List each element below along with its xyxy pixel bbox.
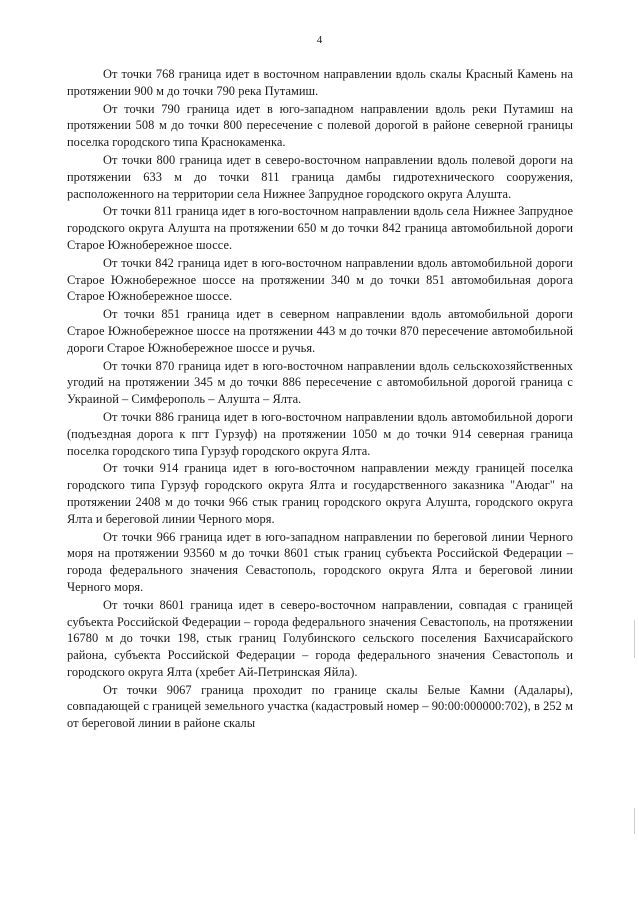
paragraph-point-768: От точки 768 граница идет в восточном направлении вдоль скалы Красный Камень на протяжении 900 м до точки 790 река Путамиш. — [67, 67, 573, 98]
paragraph-point-851: От точки 851 граница идет в северном направлении вдоль автомобильной дороги Старое Южнобережное шоссе на протяжении 443 м до точки 870 пересечение автомобильной дороги Старое Южнобережное шоссе и ручья. — [67, 307, 573, 355]
paragraph-point-800: От точки 800 граница идет в северо-восточном направлении вдоль полевой дороги на протяжении 633 м до точки 811 граница дамбы гидротехнического сооружения, расположенного на территории села Нижнее Запрудное городского округа Алушта. — [67, 152, 573, 201]
paragraph-point-870: От точки 870 граница идет в юго-восточном направлении вдоль сельскохозяйственных угодий на протяжении 345 м до точки 886 пересечение с автомобильной дорогой граница с Украиной – Симферополь – Алушта – Ялта. — [67, 358, 573, 407]
paragraph-point-842: От точки 842 граница идет в юго-восточном направлении вдоль автомобильной дороги Старое Южнобережное шоссе на протяжении 340 м до точки 851 автомобильная дорога Старое Южнобережное шоссе. — [67, 255, 573, 304]
document-body — [67, 66, 573, 732]
paragraph-point-966: От точки 966 граница идет в юго-западном направлении по береговой линии Черного моря на протяжении 93560 м до точки 8601 стык границ субъекта Российской Федерации – города федерального значения Севастополь, городского округа Ялта и береговой линии Черного моря. — [67, 529, 573, 594]
paragraph-point-811: От точки 811 граница идет в юго-восточном направлении вдоль села Нижнее Запрудное городского округа Алушта на протяжении 650 м до точки 842 граница автомобильной дороги Старое Южнобережное шоссе. — [67, 204, 573, 252]
page-number: 4 — [316, 34, 323, 46]
paragraph-point-8601: От точки 8601 граница идет в северо-восточном направлении, совпадая с границей субъекта Российской Федерации – города федерального значения Севастополь, на протяжении 16780 м до точки 198, стык границ Голубинского сельского поселения Бахчисарайского района, субъекта Российской Федерации – города федерального значения Севастополь и городского округа Ялта (хребет Ай-Петринская Яйла). — [67, 597, 573, 679]
paragraph-point-886: От точки 886 граница идет в юго-восточном направлении вдоль автомобильной дороги (подъездная дорога к пгт Гурзуф) на протяжении 1050 м до точки 914 северная граница поселка городского типа Гурзуф городского округа Ялта. — [67, 409, 573, 458]
paragraph-point-790: От точки 790 граница идет в юго-западном направлении вдоль реки Путамиш на протяжении 508 м до точки 800 пересечение с полевой дорогой в районе северной границы поселка городского типа Краснокаменка. — [67, 101, 573, 150]
scan-edge-mark — [634, 620, 635, 658]
scan-edge-mark — [634, 808, 635, 834]
paragraph-point-914: От точки 914 граница идет в юго-восточном направлении между границей поселка городского типа Гурзуф городского округа Ялта и государственного заказника "Аюдаг" на протяжении 2408 м до точки 966 стык границ городского округа Алушта, городского округа Ялта и береговой линии Черного моря. — [67, 461, 573, 526]
paragraph-point-9067: От точки 9067 граница проходит по границе скалы Белые Камни (Адалары), совпадающей с границей земельного участка (кадастровый номер – 90:00:000000:702), в 252 м от береговой линии в районе скалы — [67, 682, 573, 731]
